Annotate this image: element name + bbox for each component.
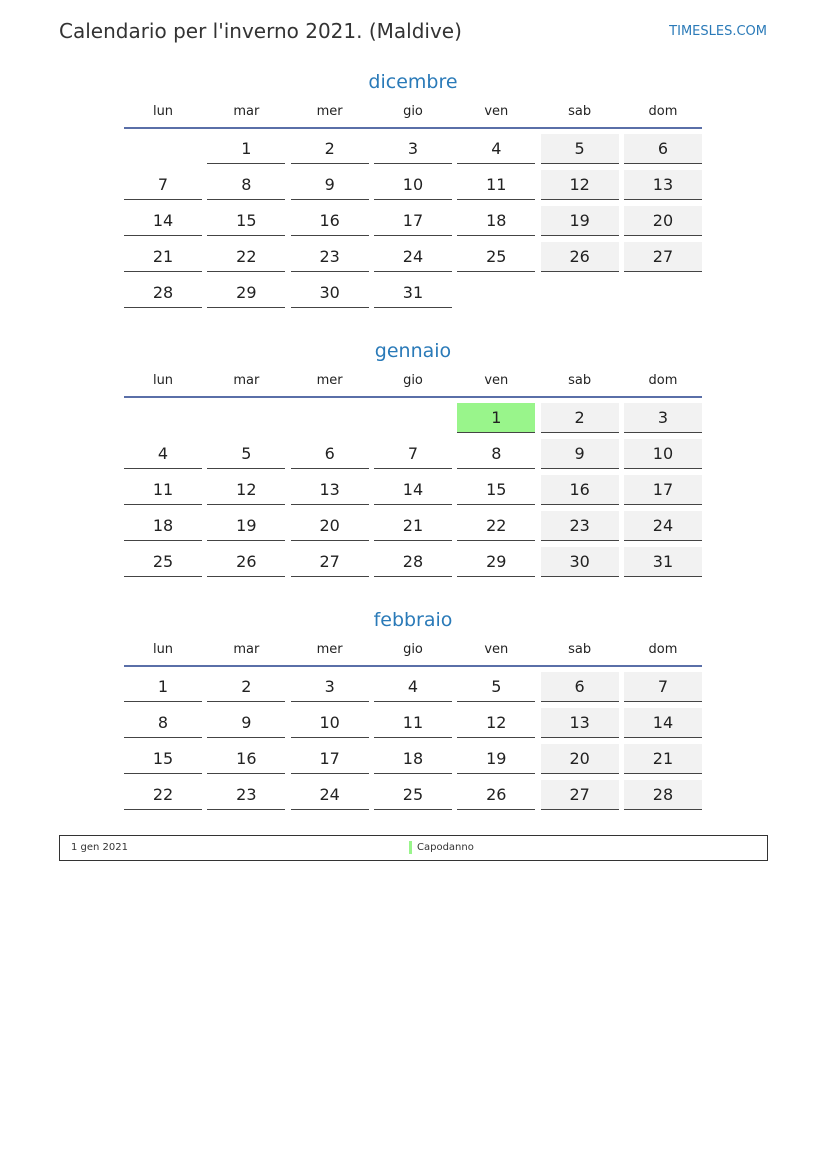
day-cell: 28 — [624, 780, 702, 810]
week-row — [124, 129, 702, 165]
day-cell: 19 — [541, 206, 619, 236]
day-cell: 28 — [124, 278, 202, 308]
day-cell: 17 — [624, 475, 702, 505]
day-cell: 24 — [624, 511, 702, 541]
weekday-label: gio — [403, 642, 423, 657]
site-link[interactable]: TIMESLES.COM — [669, 24, 767, 39]
weekday-label: ven — [484, 642, 509, 657]
day-cell: 6 — [624, 134, 702, 164]
legend-holiday-marker — [409, 841, 412, 854]
day-cell: 19 — [457, 744, 535, 774]
weekday-label: mer — [316, 642, 343, 657]
day-cell: 21 — [624, 744, 702, 774]
day-cell: 22 — [457, 511, 535, 541]
day-cell: 16 — [207, 744, 285, 774]
week-row — [124, 775, 702, 811]
day-cell: 2 — [207, 672, 285, 702]
day-cell: 5 — [207, 439, 285, 469]
weekday-label: mer — [316, 104, 343, 119]
day-cell: 12 — [541, 170, 619, 200]
empty-day-cell — [374, 403, 452, 433]
day-cell: 21 — [374, 511, 452, 541]
day-cell: 26 — [207, 547, 285, 577]
empty-day-cell — [457, 278, 535, 308]
day-cell: 26 — [457, 780, 535, 810]
day-cell: 24 — [291, 780, 369, 810]
day-cell: 14 — [124, 206, 202, 236]
weekday-label: mer — [316, 373, 343, 388]
empty-day-cell — [124, 134, 202, 164]
day-cell: 22 — [124, 780, 202, 810]
weekday-label: lun — [152, 373, 174, 388]
empty-day-cell — [624, 278, 702, 308]
day-cell: 7 — [374, 439, 452, 469]
day-cell: 27 — [541, 780, 619, 810]
day-cell: 9 — [291, 170, 369, 200]
day-cell: 10 — [291, 708, 369, 738]
weekday-header — [124, 641, 702, 667]
month-febbraio — [124, 607, 702, 811]
day-cell: 11 — [374, 708, 452, 738]
weekday-label: ven — [484, 104, 509, 119]
empty-day-cell — [124, 403, 202, 433]
day-cell: 14 — [624, 708, 702, 738]
weekday-label: ven — [484, 373, 509, 388]
weekday-label: sab — [568, 642, 592, 657]
day-cell: 5 — [541, 134, 619, 164]
day-cell: 31 — [374, 278, 452, 308]
day-cell: 15 — [457, 475, 535, 505]
day-cell: 25 — [457, 242, 535, 272]
day-cell: 12 — [207, 475, 285, 505]
day-cell: 16 — [541, 475, 619, 505]
empty-day-cell — [291, 403, 369, 433]
day-cell: 3 — [374, 134, 452, 164]
day-cell: 17 — [374, 206, 452, 236]
month-gennaio — [124, 338, 702, 578]
weekday-label: mar — [233, 373, 260, 388]
day-cell: 10 — [624, 439, 702, 469]
day-cell: 27 — [624, 242, 702, 272]
day-cell: 21 — [124, 242, 202, 272]
day-cell: 19 — [207, 511, 285, 541]
day-cell: 27 — [291, 547, 369, 577]
day-cell: 29 — [457, 547, 535, 577]
day-cell: 12 — [457, 708, 535, 738]
month-title: dicembre — [368, 71, 458, 93]
day-cell: 8 — [207, 170, 285, 200]
week-row — [124, 398, 702, 434]
day-cell: 1 — [124, 672, 202, 702]
weekday-label: mar — [233, 104, 260, 119]
empty-day-cell — [541, 278, 619, 308]
day-cell: 30 — [541, 547, 619, 577]
day-cell: 11 — [457, 170, 535, 200]
week-row — [124, 506, 702, 542]
weekday-label: sab — [568, 373, 592, 388]
day-cell: 20 — [291, 511, 369, 541]
page-title: Calendario per l'inverno 2021. (Maldive) — [59, 19, 462, 43]
day-cell: 4 — [374, 672, 452, 702]
week-row — [124, 237, 702, 273]
day-cell: 23 — [291, 242, 369, 272]
weekday-label: lun — [152, 642, 174, 657]
weekday-header — [124, 103, 702, 129]
day-cell: 9 — [207, 708, 285, 738]
day-cell: 18 — [457, 206, 535, 236]
week-row — [124, 703, 702, 739]
day-cell: 13 — [291, 475, 369, 505]
day-cell: 29 — [207, 278, 285, 308]
weekday-label: dom — [648, 104, 678, 119]
day-cell: 13 — [541, 708, 619, 738]
legend-holiday-name: Capodanno — [417, 842, 474, 853]
week-row — [124, 165, 702, 201]
day-cell: 16 — [291, 206, 369, 236]
day-cell: 24 — [374, 242, 452, 272]
day-cell: 18 — [124, 511, 202, 541]
day-cell: 7 — [124, 170, 202, 200]
day-cell: 3 — [291, 672, 369, 702]
day-cell: 28 — [374, 547, 452, 577]
day-cell: 25 — [124, 547, 202, 577]
week-row — [124, 667, 702, 703]
day-cell: 3 — [624, 403, 702, 433]
day-cell: 2 — [541, 403, 619, 433]
day-cell: 20 — [624, 206, 702, 236]
month-dicembre — [124, 69, 702, 309]
weekday-label: lun — [152, 104, 174, 119]
weekday-label: dom — [648, 642, 678, 657]
week-row — [124, 434, 702, 470]
weekday-label: dom — [648, 373, 678, 388]
day-cell: 23 — [207, 780, 285, 810]
day-cell: 6 — [291, 439, 369, 469]
day-cell: 17 — [291, 744, 369, 774]
week-row — [124, 470, 702, 506]
weekday-header — [124, 372, 702, 398]
day-cell: 4 — [124, 439, 202, 469]
week-row — [124, 201, 702, 237]
weekday-label: gio — [403, 373, 423, 388]
week-row — [124, 542, 702, 578]
day-cell: 26 — [541, 242, 619, 272]
day-cell: 4 — [457, 134, 535, 164]
weekday-label: sab — [568, 104, 592, 119]
day-cell: 25 — [374, 780, 452, 810]
day-cell: 13 — [624, 170, 702, 200]
day-cell: 7 — [624, 672, 702, 702]
day-cell: 31 — [624, 547, 702, 577]
day-cell: 8 — [124, 708, 202, 738]
day-cell: 15 — [124, 744, 202, 774]
day-cell: 6 — [541, 672, 619, 702]
day-cell: 11 — [124, 475, 202, 505]
day-cell: 9 — [541, 439, 619, 469]
week-row — [124, 273, 702, 309]
weekday-label: mar — [233, 642, 260, 657]
day-cell: 18 — [374, 744, 452, 774]
week-row — [124, 739, 702, 775]
day-cell: 8 — [457, 439, 535, 469]
day-cell: 22 — [207, 242, 285, 272]
day-cell: 1 — [457, 403, 535, 433]
weekday-label: gio — [403, 104, 423, 119]
day-cell: 2 — [291, 134, 369, 164]
day-cell: 5 — [457, 672, 535, 702]
empty-day-cell — [207, 403, 285, 433]
month-title: febbraio — [373, 609, 453, 631]
day-cell: 1 — [207, 134, 285, 164]
month-title: gennaio — [374, 340, 452, 362]
day-cell: 20 — [541, 744, 619, 774]
day-cell: 14 — [374, 475, 452, 505]
legend-date: 1 gen 2021 — [71, 842, 129, 853]
day-cell: 10 — [374, 170, 452, 200]
day-cell: 15 — [207, 206, 285, 236]
day-cell: 30 — [291, 278, 369, 308]
day-cell: 23 — [541, 511, 619, 541]
holiday-legend — [59, 835, 768, 861]
